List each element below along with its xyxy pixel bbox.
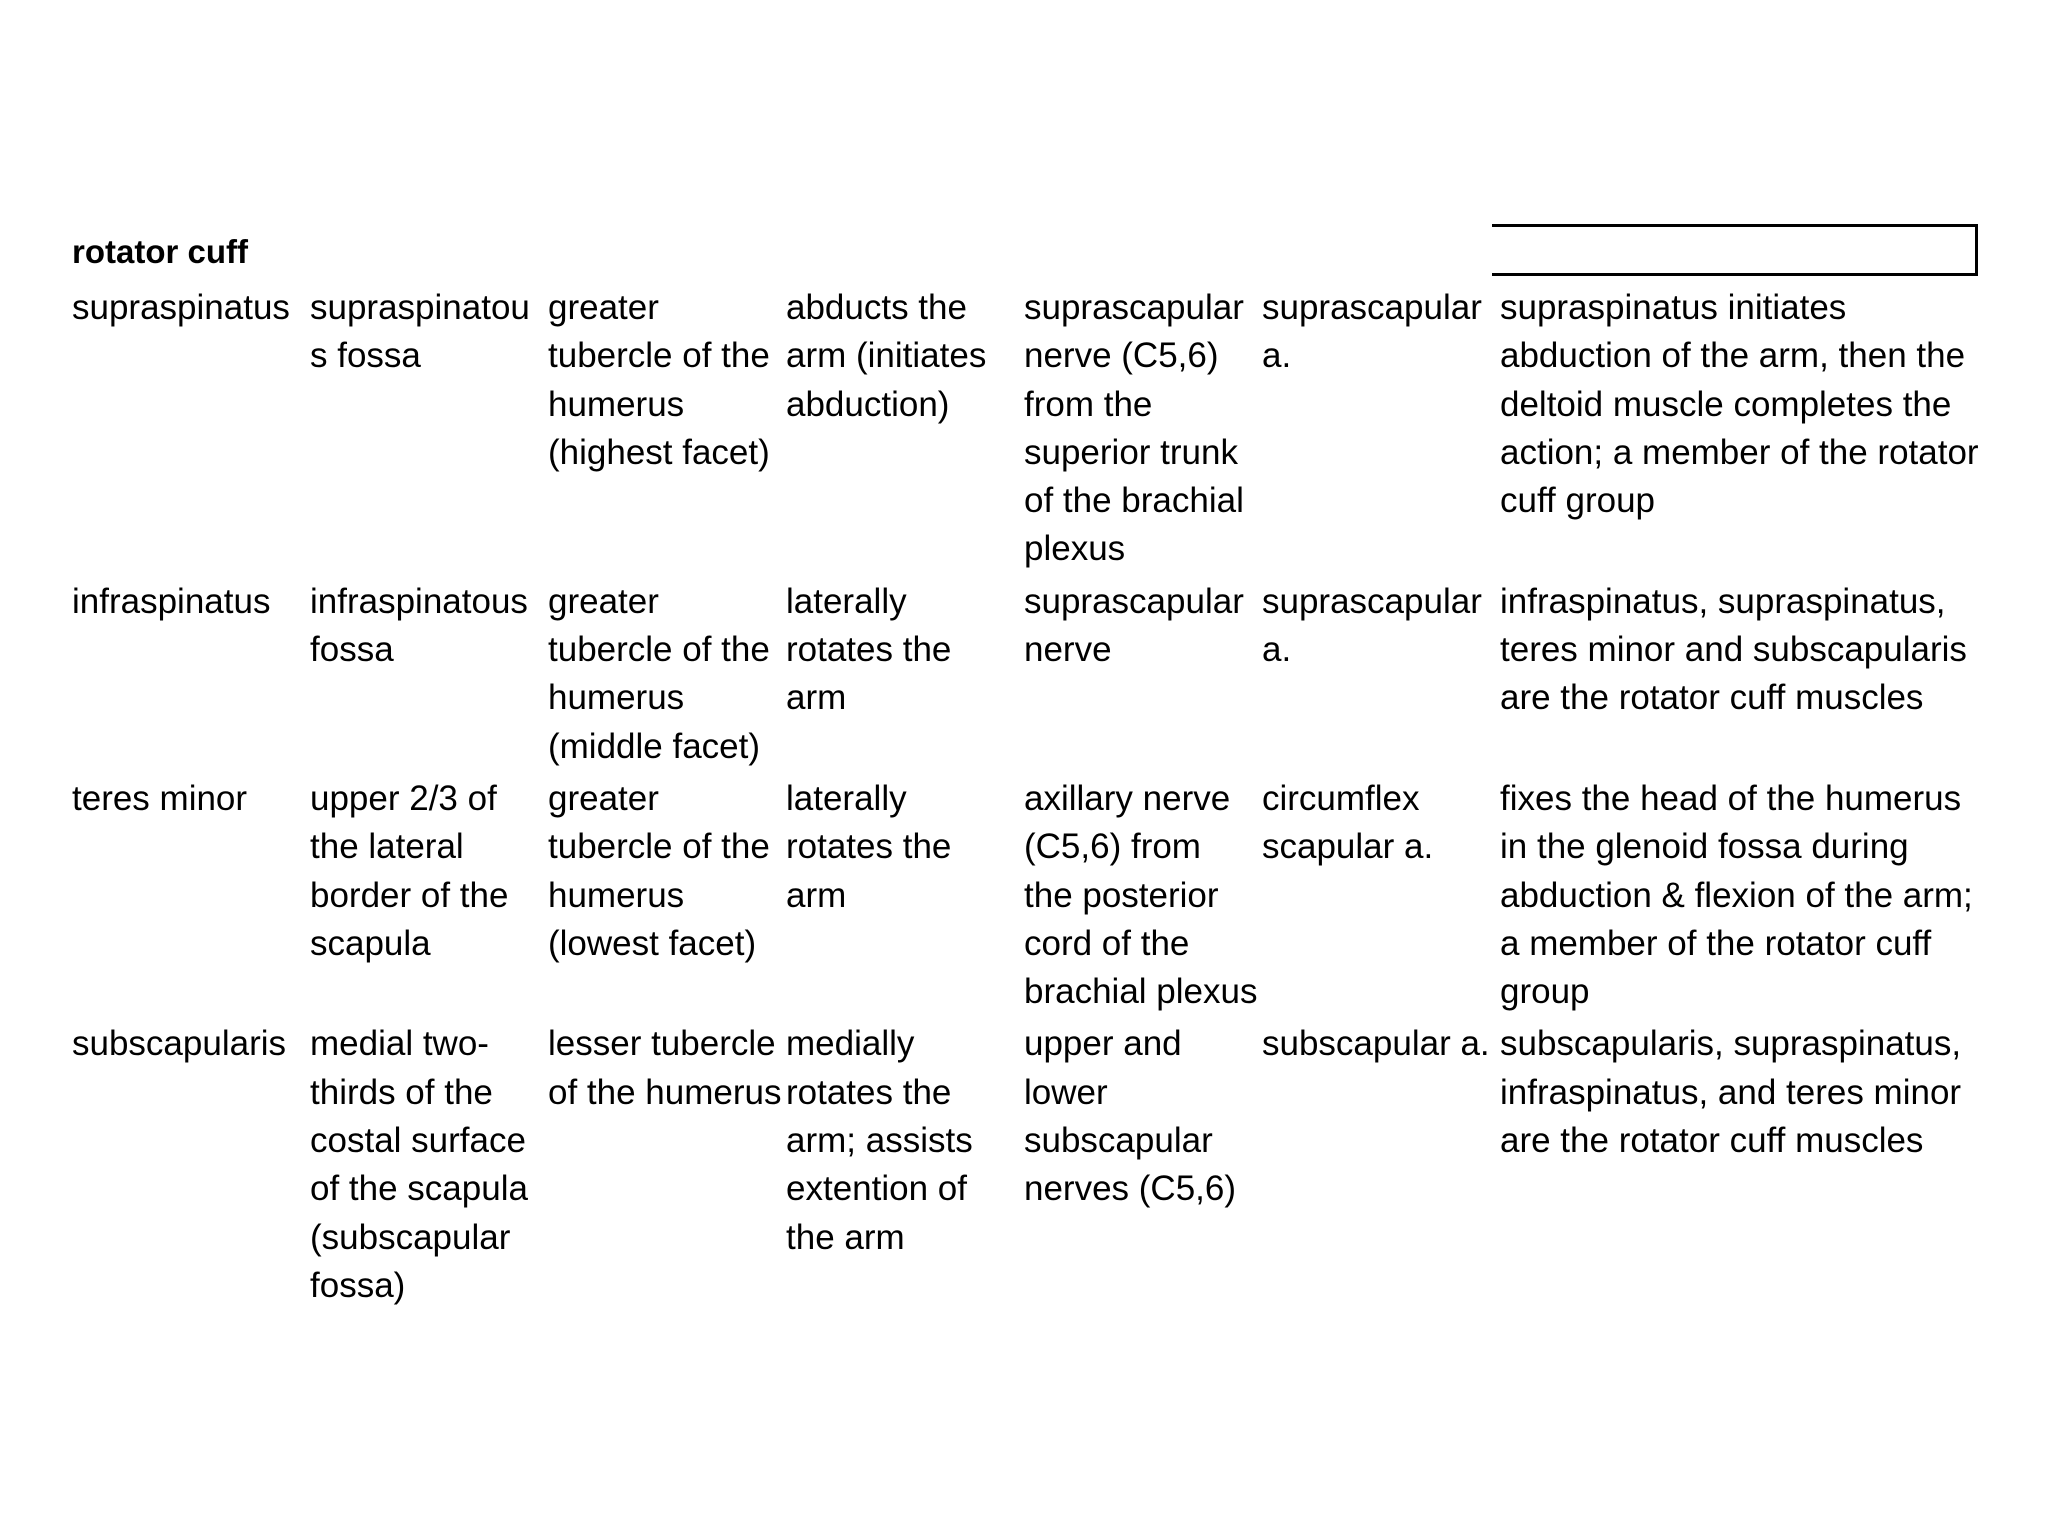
table-row [72,775,1992,1020]
insertion-cell[interactable]: greater tubercle of the humerus (highest facet) [548,288,770,472]
action-cell[interactable]: medially rotates the arm; assists extention of the arm [786,1024,973,1257]
innervation-cell[interactable]: upper and lower subscapular nerves (C5,6) [1024,1024,1237,1209]
origin-cell[interactable]: infraspinatous fossa [310,581,528,670]
spreadsheet [72,228,1992,1314]
action-cell[interactable]: laterally rotates the arm [786,778,952,915]
notes-cell[interactable]: infraspinatus, supraspinatus, teres minor and subscapularis are the rotator cuff muscles [1500,581,1967,718]
table-row [72,578,1992,775]
origin-cell[interactable]: medial two-thirds of the costal surface of the scapula (subscapular fossa) [310,1024,528,1305]
notes-cell[interactable]: fixes the head of the humerus in the glenoid fossa during abduction & flexion of the arm; a member of the rotator cuff group [1500,778,1973,1012]
innervation-cell[interactable]: axillary nerve (C5,6) from the posterior cord of the brachial plexus [1024,778,1258,1012]
muscle-cell[interactable]: supraspinatus [72,288,290,327]
innervation-cell[interactable]: suprascapular nerve [1024,581,1244,670]
notes-cell[interactable]: subscapularis, supraspinatus, infraspinatus, and teres minor are the rotator cuff muscles [1500,1024,1962,1161]
origin-cell[interactable]: upper 2/3 of the lateral border of the scapula [310,778,509,963]
muscle-table [72,284,1992,1314]
action-cell[interactable]: laterally rotates the arm [786,581,952,718]
artery-cell[interactable]: suprascapular a. [1262,288,1482,376]
insertion-cell[interactable]: greater tubercle of the humerus (lowest facet) [548,778,770,963]
notes-cell[interactable]: supraspinatus initiates abduction of the arm, then the deltoid muscle completes the action; a member of the rotator cuff group [1500,288,1979,521]
innervation-cell[interactable]: suprascapular nerve (C5,6) from the superior trunk of the brachial plexus [1024,288,1244,569]
table-row [72,284,1992,578]
section-title: rotator cuff [72,233,248,270]
muscle-cell[interactable]: infraspinatus [72,581,271,621]
muscle-cell[interactable]: subscapularis [72,1024,286,1064]
artery-cell[interactable]: circumflex scapular a. [1262,778,1434,867]
action-cell[interactable]: abducts the arm (initiates abduction) [786,288,987,424]
table-row [72,1020,1992,1314]
muscle-cell[interactable]: teres minor [72,778,248,818]
artery-cell[interactable]: suprascapular a. [1262,581,1482,670]
artery-cell[interactable]: subscapular a. [1262,1024,1490,1064]
insertion-cell[interactable]: lesser tubercle of the humerus [548,1024,782,1112]
insertion-cell[interactable]: greater tubercle of the humerus (middle facet) [548,581,770,766]
origin-cell[interactable]: supraspinatous fossa [310,288,530,376]
